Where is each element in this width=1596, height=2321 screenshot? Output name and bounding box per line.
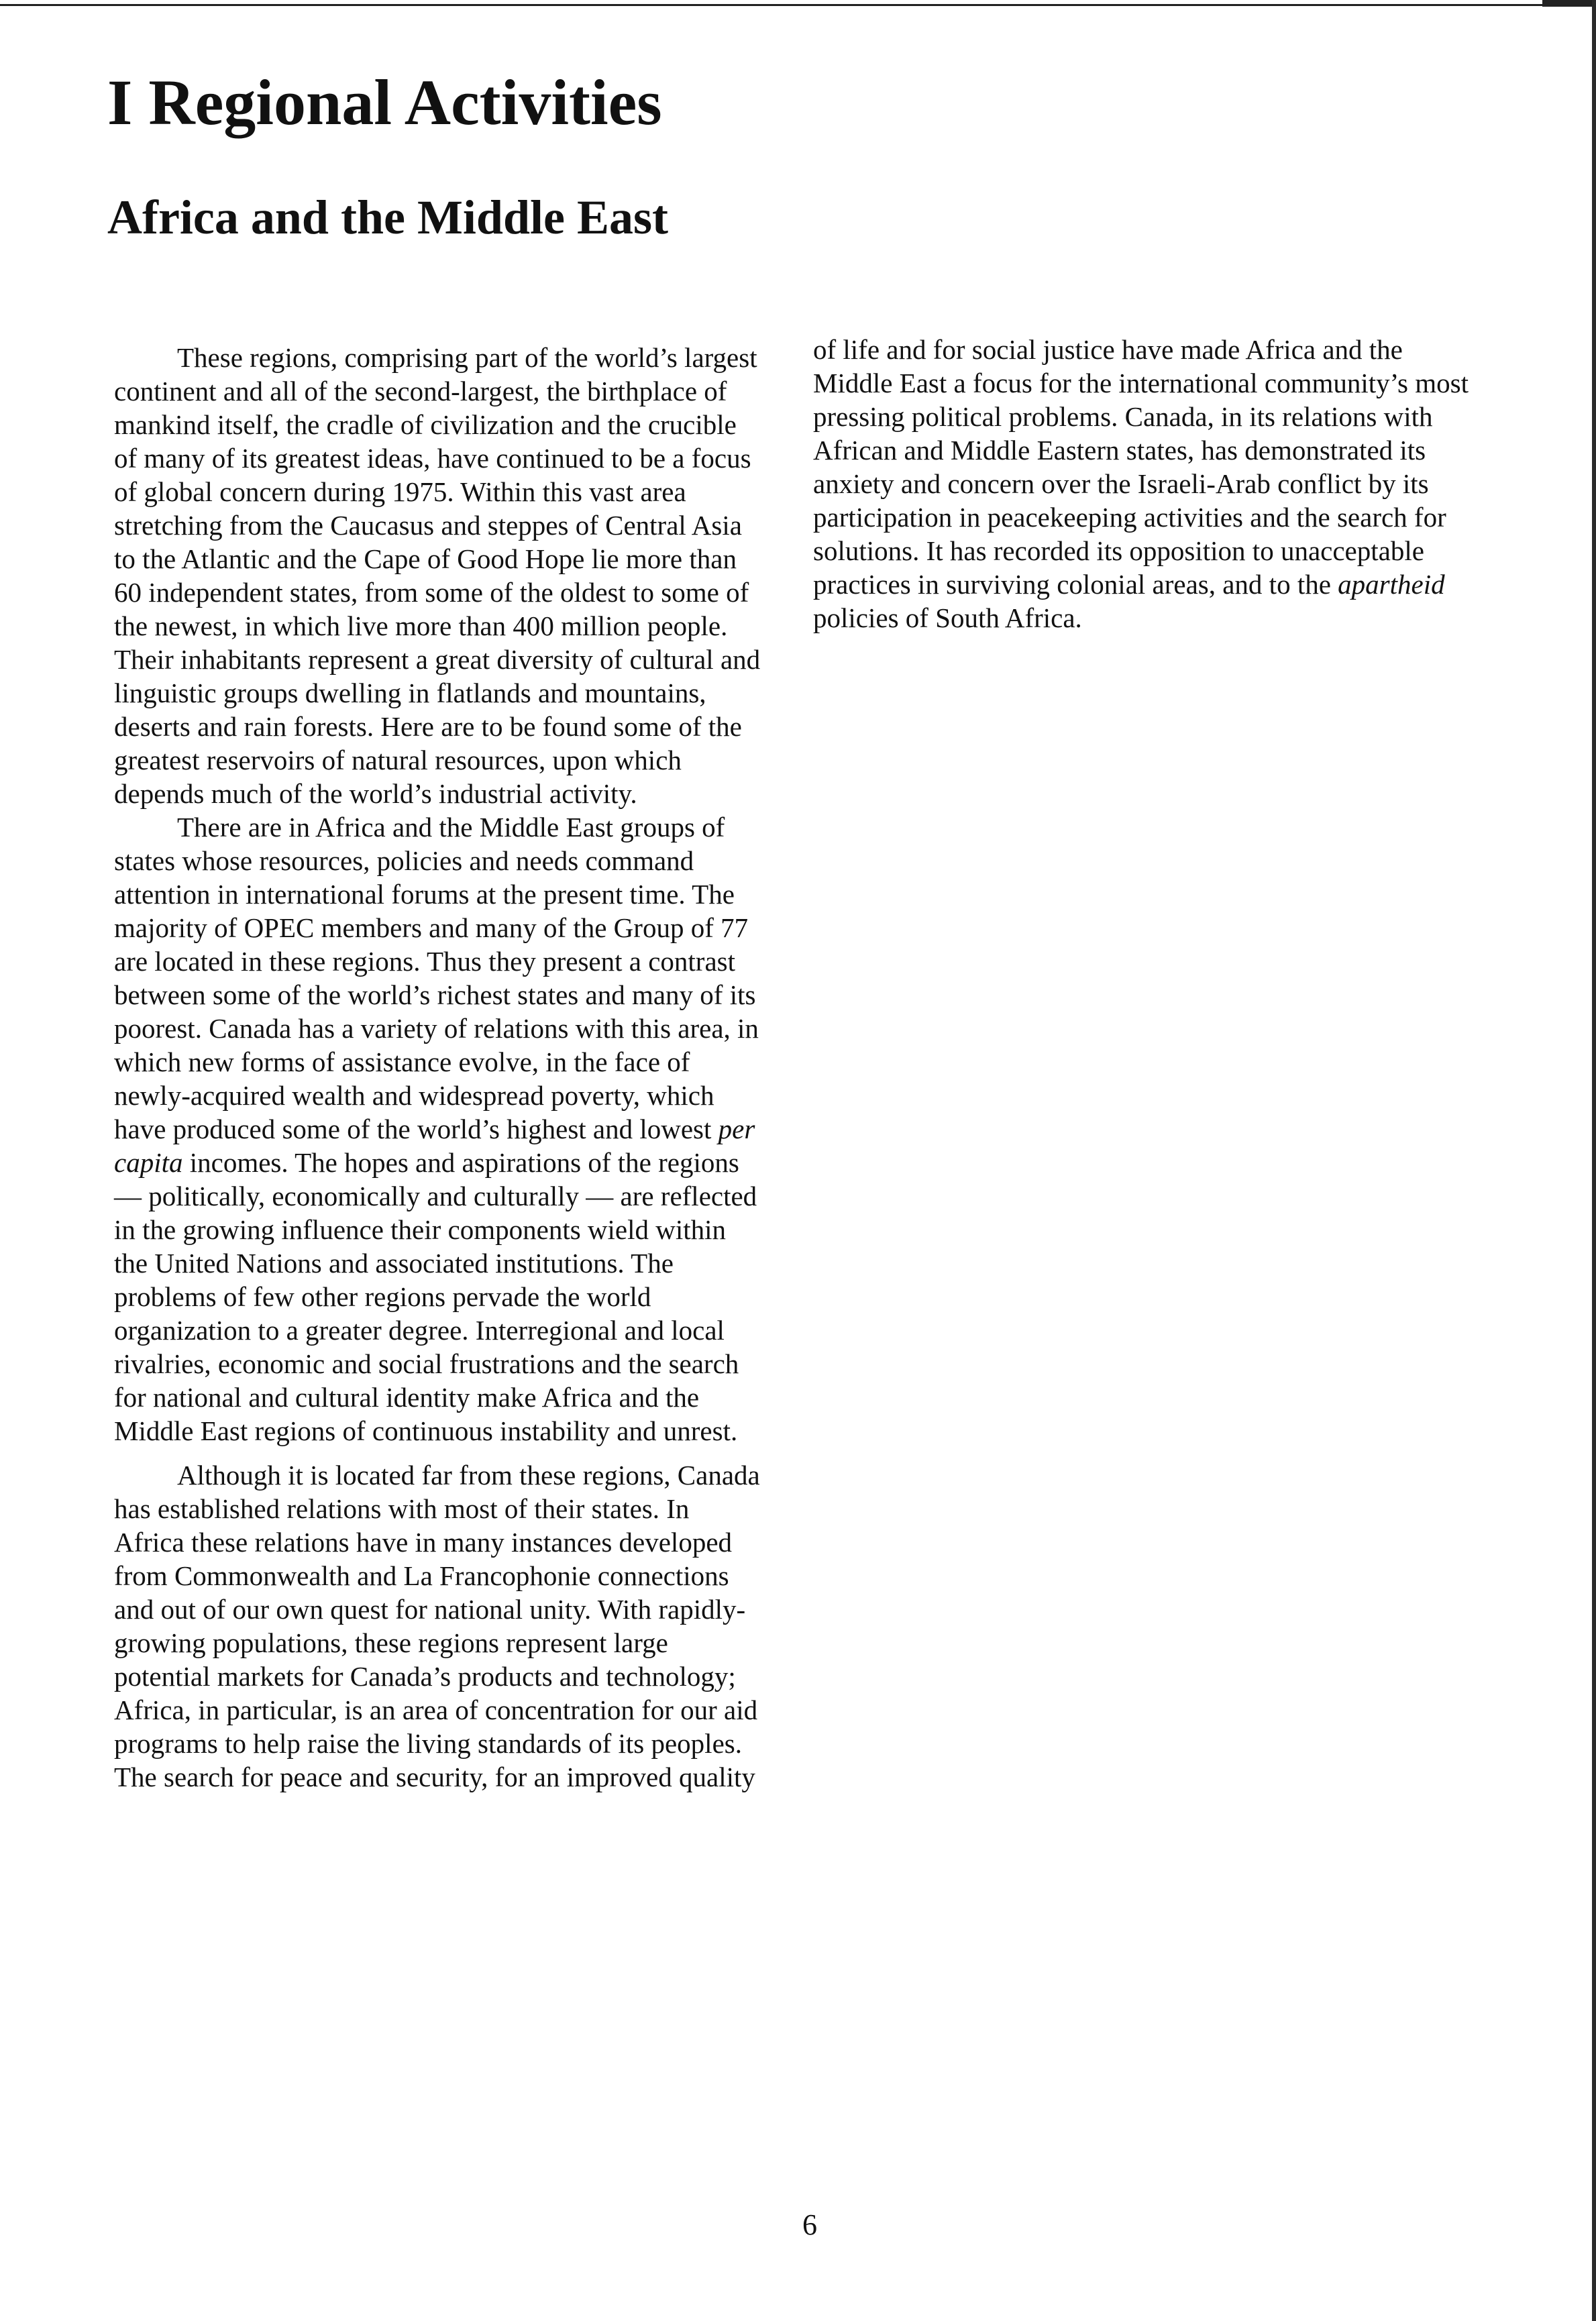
top-border-rule [0, 4, 1596, 6]
right-page-edge [1592, 0, 1596, 2321]
paragraph-text: of life and for social justice have made Africa and the Middle East a focus for the international community’s most pressing political problems. Canada, in its relations with African and Middle Eastern states, has demonstrated its anxiety and concern over the Israeli-Arab conflict by its participation in peacekeeping activities and the search for solutions. It has recorded its opposition to unacceptable practices in surviving colonial areas, and to the [813, 334, 1469, 600]
apartheid-emphasis: apartheid [1338, 569, 1445, 600]
paragraph-states-and-resources [114, 810, 765, 1448]
paragraph-canada-relations [114, 1458, 765, 1794]
section-title: Africa and the Middle East [107, 191, 668, 244]
paragraph-text: incomes. The hopes and aspirations of the regions — politically, economically and culturally — are reflected in the growing influence their components wield within the United Nations and associated institutions. The problems of few other regions pervade the world organization to a greater degree. Interregional and local rivalries, economic and social frustrations and the search for national and cultural identity make Africa and the Middle East regions of continuous instability and unrest. [114, 1147, 757, 1446]
paragraph-text: Although it is located far from these regions, Canada has established relations with most of their states. In Africa these relations have in many instances developed from Commonwealth and La Francophonie connections and out of our own quest for national unity. With rapidly-growing populations, these regions represent large potential markets for Canada’s products and technology; Africa, in particular, is an area of concentration for our aid programs to help raise the living standards of its peoples. The search for peace and security, for an improved quality [114, 1460, 760, 1792]
per-capita-emphasis: per capita [114, 1114, 755, 1178]
paragraph-regions-overview [114, 341, 765, 810]
paragraph-continuation [813, 333, 1484, 635]
page-number: 6 [802, 2208, 817, 2241]
chapter-title: I Regional Activities [107, 66, 662, 138]
top-right-border-mark [1542, 0, 1596, 7]
paragraph-text: policies of South Africa. [813, 602, 1082, 633]
right-text-column [813, 333, 1484, 635]
paragraph-text: There are in Africa and the Middle East groups of states whose resources, policies and needs command attention in international forums at the present time. The majority of OPEC members and many of the Group of 77 are located in these regions. Thus they present a contrast between some of the world’s richest states and many of its poorest. Canada has a variety of relations with this area, in which new forms of assistance evolve, in the face of newly-acquired wealth and widespread poverty, which have produced some of the world’s highest and lowest [114, 812, 759, 1144]
paragraph-text: These regions, comprising part of the world’s largest continent and all of the second-largest, the birthplace of mankind itself, the cradle of civilization and the crucible of many of its greatest ideas, have continued to be a focus of global concern during 1975. Within this vast area stretching from the Caucasus and steppes of Central Asia to the Atlantic and the Cape of Good Hope lie more than 60 independent states, from some of the oldest to some of the newest, in which live more than 400 million people. Their inhabitants represent a great diversity of cultural and linguistic groups dwelling in flatlands and mountains, deserts and rain forests. Here are to be found some of the greatest reservoirs of natural resources, upon which depends much of the world’s industrial activity. [114, 342, 761, 809]
left-text-column [114, 341, 765, 1794]
